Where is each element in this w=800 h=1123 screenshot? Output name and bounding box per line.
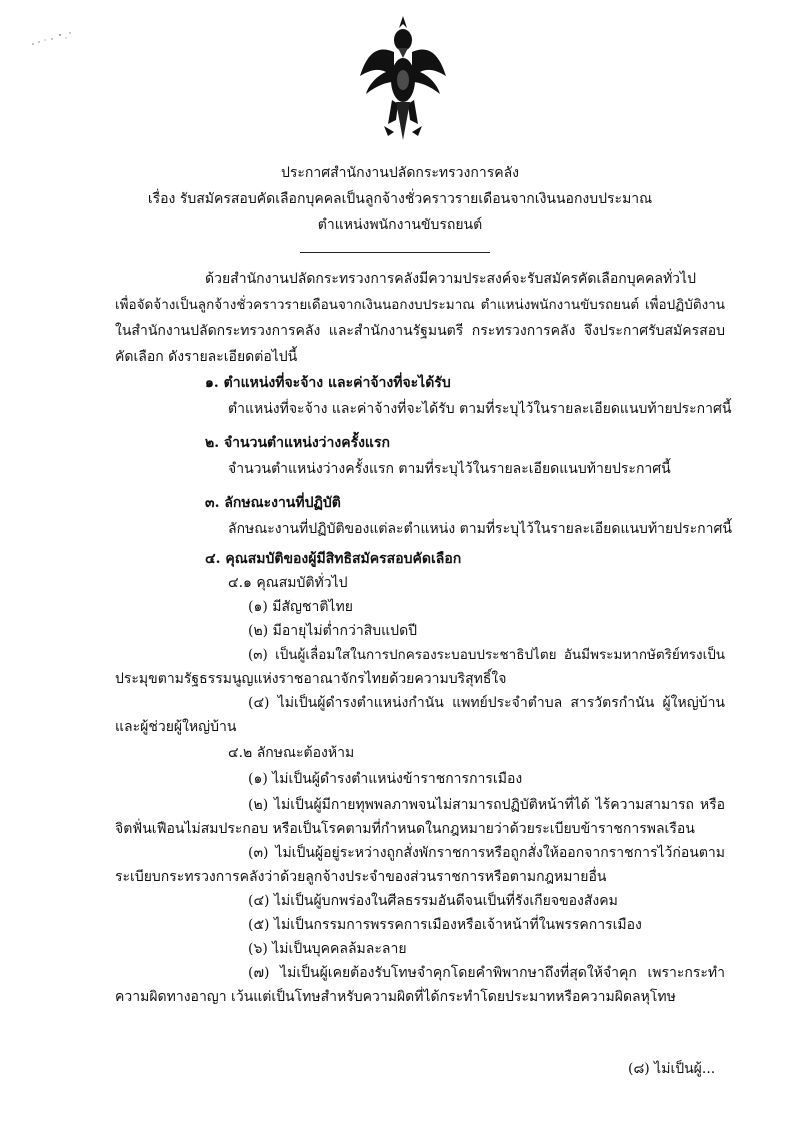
general-item-3-line-2: ประมุขตามรัฐธรรมนูญแห่งราชอาณาจักรไทยด้วยความบริสุทธิ์ใจ: [115, 671, 507, 687]
section-1-body: ตำแหน่งที่จะจ้าง และค่าจ้างที่จะได้รับ ตามที่ระบุไว้ในรายละเอียดแนบท้ายประกาศนี้: [228, 401, 732, 417]
prohibited-item-2-line-1: (๒) ไม่เป็นผู้มีกายทุพพลภาพจนไม่สามารถปฏิบัติหน้าที่ได้ ไร้ความสามารถ หรือ: [248, 797, 725, 813]
section-2-title: ๒. จำนวนตำแหน่งว่างครั้งแรก: [205, 435, 390, 451]
prohibited-item-6: (๖) ไม่เป็นบุคคลล้มละลาย: [248, 941, 407, 957]
prohibited-item-3-line-2: ระเบียบกระทรวงการคลังว่าด้วยลูกจ้างประจำของส่วนราชการหรือตามกฎหมายอื่น: [115, 869, 607, 885]
section-3-title: ๓. ลักษณะงานที่ปฏิบัติ: [205, 495, 341, 511]
prohibited-item-4: (๔) ไม่เป็นผู้บกพร่องในศีลธรรมอันดีจนเป็นที่รังเกียจของสังคม: [248, 893, 618, 909]
announcement-subject: เรื่อง รับสมัครสอบคัดเลือกบุคคลเป็นลูกจ้างชั่วคราวรายเดือนจากเงินนอกงบประมาณ: [147, 191, 653, 207]
prohibited-item-2-line-2: จิตฟั่นเฟือนไม่สมประกอบ หรือเป็นโรคตามที่กำหนดในกฎหมายว่าด้วยระเบียบข้าราชการพลเรือน: [115, 821, 695, 837]
prohibited-title: ๔.๒ ลักษณะต้องห้าม: [228, 745, 355, 761]
section-4-title: ๔. คุณสมบัติของผู้มีสิทธิสมัครสอบคัดเลือก: [205, 551, 462, 567]
title-divider: [300, 252, 490, 253]
announcement-position: ตำแหน่งพนักงานขับรถยนต์: [317, 217, 483, 233]
general-item-4-line-2: และผู้ช่วยผู้ใหญ่บ้าน: [115, 719, 237, 735]
announcement-title: ประกาศสำนักงานปลัดกระทรวงการคลัง: [280, 165, 520, 181]
prohibited-item-5: (๕) ไม่เป็นกรรมการพรรคการเมืองหรือเจ้าหน้าที่ในพรรคการเมือง: [248, 917, 642, 933]
general-qualifications-title: ๔.๑ คุณสมบัติทั่วไป: [228, 575, 348, 591]
section-3-body: ลักษณะงานที่ปฏิบัติของแต่ละตำแหน่ง ตามที่ระบุไว้ในรายละเอียดแนบท้ายประกาศนี้: [228, 521, 732, 537]
general-item-1: (๑) มีสัญชาติไทย: [248, 599, 353, 615]
section-2-body: จำนวนตำแหน่งว่างครั้งแรก ตามที่ระบุไว้ในรายละเอียดแนบท้ายประกาศนี้: [228, 461, 671, 477]
intro-line-2: เพื่อจัดจ้างเป็นลูกจ้างชั่วคราวรายเดือนจากเงินนอกงบประมาณ ตำแหน่งพนักงานขับรถยนต์ เพื่อปฏิบัติงาน: [115, 297, 725, 313]
general-item-4-line-1: (๔) ไม่เป็นผู้ดำรงตำแหน่งกำนัน แพทย์ประจำตำบล สารวัตรกำนัน ผู้ใหญ่บ้าน: [248, 695, 725, 711]
prohibited-item-7-line-1: (๗) ไม่เป็นผู้เคยต้องรับโทษจำคุกโดยคำพิพากษาถึงที่สุดให้จำคุก เพราะกระทำ: [248, 965, 725, 981]
garuda-emblem-icon: [358, 12, 448, 152]
intro-line-1: ด้วยสำนักงานปลัดกระทรวงการคลังมีความประสงค์จะรับสมัครคัดเลือกบุคคลทั่วไป: [205, 271, 696, 287]
section-1-title: ๑. ตำแหน่งที่จะจ้าง และค่าจ้างที่จะได้รับ: [205, 375, 451, 391]
intro-line-3: ในสำนักงานปลัดกระทรวงการคลัง และสำนักงานรัฐมนตรี กระทรวงการคลัง จึงประกาศรับสมัครสอบ: [115, 323, 725, 339]
general-item-3-line-1: (๓) เป็นผู้เลื่อมใสในการปกครองระบอบประชาธิปไตย อันมีพระมหากษัตริย์ทรงเป็น: [248, 647, 725, 663]
prohibited-item-3-line-1: (๓) ไม่เป็นผู้อยู่ระหว่างถูกสั่งพักราชการหรือถูกสั่งให้ออกจากราชการไว้ก่อนตาม: [248, 845, 725, 861]
continuation-note: (๘) ไม่เป็นผู้...: [628, 1061, 716, 1077]
intro-line-4: คัดเลือก ดังรายละเอียดต่อไปนี้: [115, 349, 298, 365]
prohibited-item-7-line-2: ความผิดทางอาญา เว้นแต่เป็นโทษสำหรับความผิดที่ได้กระทำโดยประมาทหรือความผิดลหุโทษ: [115, 989, 676, 1005]
general-item-2: (๒) มีอายุไม่ต่ำกว่าสิบแปดปี: [248, 623, 418, 639]
prohibited-item-1: (๑) ไม่เป็นผู้ดำรงตำแหน่งข้าราชการการเมือง: [248, 771, 523, 787]
scan-speckle: [30, 30, 75, 50]
